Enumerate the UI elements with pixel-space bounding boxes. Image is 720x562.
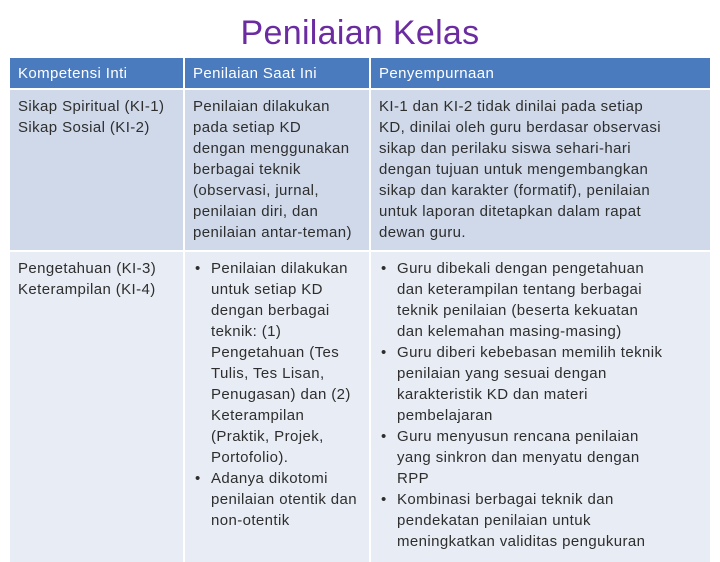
cell-kompetensi — [10, 89, 184, 251]
cell-line: teknik: (1) — [211, 323, 282, 340]
bullet-icon: • — [381, 491, 387, 508]
table-header-row — [10, 58, 710, 89]
penilaian-table — [10, 58, 710, 562]
bullet-icon: • — [381, 344, 387, 361]
cell-line: pembelajaran — [397, 407, 493, 424]
bullet-list — [379, 258, 704, 552]
cell-line: penilaian antar-teman) — [193, 224, 352, 241]
cell-line: penilaian yang sesuai dengan — [397, 365, 607, 382]
cell-line: dengan menggunakan — [193, 140, 350, 157]
cell-line: penilaian otentik dan — [211, 491, 358, 508]
list-item — [193, 258, 363, 468]
cell-line: Guru dibekali dengan pengetahuan — [397, 260, 645, 277]
cell-line: penilaian diri, dan — [193, 203, 319, 220]
bullet-icon: • — [381, 428, 387, 445]
cell-line: non-otentik — [211, 512, 290, 529]
cell-line: Keterampilan — [211, 407, 305, 424]
cell-line: Pengetahuan (Tes — [211, 344, 340, 361]
cell-line: yang sinkron dan menyatu dengan — [397, 449, 640, 466]
cell-line: (observasi, jurnal, — [193, 182, 319, 199]
cell-kompetensi — [10, 251, 184, 562]
cell-penyempurnaan — [370, 89, 710, 251]
cell-penyempurnaan — [370, 251, 710, 562]
cell-line: Tulis, Tes Lisan, — [211, 365, 325, 382]
cell-line: Kombinasi berbagai teknik dan — [397, 491, 614, 508]
cell-line: Guru menyusun rencana penilaian — [397, 428, 639, 445]
cell-line: dan keterampilan tentang berbagai — [397, 281, 643, 298]
cell-line: pendekatan penilaian untuk — [397, 512, 591, 529]
cell-line: Penilaian dilakukan — [211, 260, 348, 277]
cell-line: teknik penilaian (beserta kekuatan — [397, 302, 639, 319]
table-row — [10, 251, 710, 562]
cell-line: Adanya dikotomi — [211, 470, 328, 487]
cell-line: karakteristik KD dan materi — [397, 386, 588, 403]
header-penilaian-saat-ini: Penilaian Saat Ini — [184, 58, 370, 89]
cell-saat-ini — [184, 251, 370, 562]
cell-line: untuk laporan ditetapkan dalam rapat — [379, 203, 642, 220]
cell-line: Portofolio). — [211, 449, 289, 466]
cell-line: Sikap Sosial (KI-2) — [18, 119, 150, 136]
header-penyempurnaan: Penyempurnaan — [370, 58, 710, 89]
cell-line: Penilaian dilakukan — [193, 98, 330, 115]
list-item — [379, 342, 704, 426]
cell-line: dan kelemahan masing-masing) — [397, 323, 622, 340]
cell-line: dengan berbagai — [211, 302, 330, 319]
cell-line: Penugasan) dan (2) — [211, 386, 351, 403]
cell-line: pada setiap KD — [193, 119, 302, 136]
list-item — [379, 489, 704, 552]
cell-line: KD, dinilai oleh guru berdasar observasi — [379, 119, 661, 136]
cell-line: KI-1 dan KI-2 tidak dinilai pada setiap — [379, 98, 644, 115]
bullet-list — [193, 258, 363, 531]
table-row — [10, 89, 710, 251]
cell-line: Pengetahuan (KI-3) — [18, 260, 157, 277]
cell-line: RPP — [397, 470, 430, 487]
header-kompetensi-inti: Kompetensi Inti — [10, 58, 184, 89]
list-item — [379, 426, 704, 489]
page-title: Penilaian Kelas — [240, 14, 480, 52]
cell-line: (Praktik, Projek, — [211, 428, 324, 445]
title-divider — [10, 55, 710, 57]
list-item — [193, 468, 363, 531]
cell-line: Guru diberi kebebasan memilih teknik — [397, 344, 663, 361]
list-item — [379, 258, 704, 342]
cell-line: sikap dan karakter (formatif), penilaian — [379, 182, 651, 199]
cell-line: berbagai teknik — [193, 161, 301, 178]
cell-line: sikap dan perilaku siswa sehari-hari — [379, 140, 632, 157]
cell-line: dewan guru. — [379, 224, 466, 241]
cell-line: untuk setiap KD — [211, 281, 323, 298]
bullet-icon: • — [381, 260, 387, 277]
cell-line: meningkatkan validitas pengukuran — [397, 533, 646, 550]
cell-line: Keterampilan (KI-4) — [18, 281, 156, 298]
cell-saat-ini — [184, 89, 370, 251]
cell-line: Sikap Spiritual (KI-1) — [18, 98, 165, 115]
bullet-icon: • — [195, 470, 201, 487]
cell-line: dengan tujuan untuk mengembangkan — [379, 161, 649, 178]
bullet-icon: • — [195, 260, 201, 277]
